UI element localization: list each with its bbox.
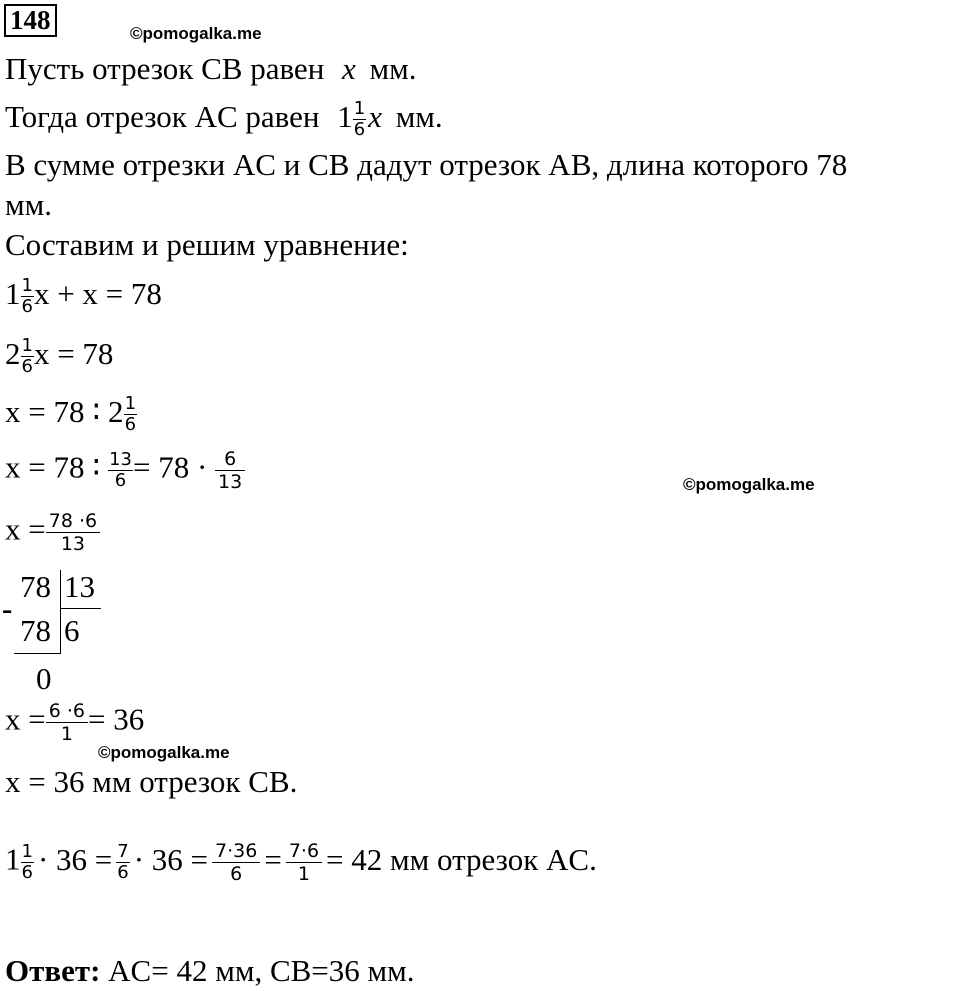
- numerator: 7: [117, 841, 129, 862]
- fraction: [21, 276, 34, 317]
- fraction-six-thirteenths: [215, 448, 245, 493]
- division-vertical-line: [60, 570, 61, 654]
- fraction-seven-sixths: [116, 842, 129, 883]
- line-2-text: Тогда отрезок AC равен: [5, 99, 320, 134]
- problem-number: 148: [4, 4, 57, 37]
- calc-part-3: =: [264, 841, 282, 877]
- long-division: [0, 568, 120, 698]
- denominator: 1: [297, 863, 310, 885]
- mixed-whole: 1: [5, 276, 21, 311]
- fraction: [124, 394, 137, 435]
- denominator: 13: [60, 533, 85, 555]
- line-segment-ac: [5, 98, 443, 140]
- fraction-product: [212, 840, 260, 885]
- equation-lhs: x = 78 ∶ 2: [5, 394, 124, 429]
- numerator: 7·6: [286, 840, 322, 863]
- equation-lhs: x =: [5, 511, 46, 547]
- line-segment-cb: [5, 50, 417, 88]
- answer-label: Ответ:: [5, 953, 101, 988]
- fraction-one-sixth: [353, 99, 366, 140]
- equation-2: [5, 336, 113, 377]
- variable-x: x: [342, 51, 356, 86]
- fraction: [21, 336, 34, 377]
- line-unit-continuation: мм.: [5, 187, 52, 222]
- fraction: [46, 700, 88, 745]
- watermark-bottom: ©pomogalka.me: [98, 743, 230, 762]
- equation-lhs: x =: [5, 701, 46, 737]
- final-calculation: [5, 840, 601, 885]
- equation-7: x = 36 мм отрезок CB.: [5, 764, 298, 799]
- answer-line: [5, 952, 415, 990]
- equation-lhs: x = 78 ∶: [5, 449, 101, 485]
- line-compose-equation: Составим и решим уравнение:: [5, 227, 409, 262]
- fraction-simplified: [286, 840, 322, 885]
- equation-rest: x + x = 78: [33, 276, 162, 311]
- calc-result: = 42 мм отрезок AC.: [326, 841, 597, 877]
- numerator: 6: [215, 448, 245, 471]
- denominator: 6: [114, 470, 127, 491]
- denominator: 6: [124, 414, 137, 436]
- denominator: 6: [353, 119, 366, 141]
- divisor-underline: [61, 608, 101, 609]
- line-1-text: Пусть отрезок CB равен: [5, 51, 325, 86]
- variable-x: x: [368, 99, 382, 134]
- fraction-thirteen-sixths: [108, 450, 133, 491]
- subtrahend: 78: [20, 613, 51, 648]
- equation-4: [5, 448, 245, 493]
- equation-3: [5, 394, 137, 435]
- quotient: 6: [64, 613, 80, 648]
- numerator: 13: [109, 449, 132, 470]
- subtraction-underline: [14, 653, 61, 654]
- remainder: 0: [36, 661, 52, 696]
- numerator: 1: [21, 841, 33, 862]
- minus-sign: -: [2, 591, 13, 626]
- equation-6: [5, 700, 144, 745]
- numerator: 1: [21, 275, 33, 297]
- numerator: 1: [124, 393, 137, 415]
- denominator: 6: [21, 862, 33, 883]
- answer-text: AC= 42 мм, CB=36 мм.: [108, 953, 415, 988]
- equation-middle: = 78 ·: [132, 449, 208, 485]
- dividend: 78: [20, 569, 51, 604]
- numerator: 1: [353, 98, 366, 120]
- divisor: 13: [64, 569, 95, 604]
- equation-rest: x = 78: [33, 336, 114, 371]
- denominator: 6: [21, 356, 33, 378]
- calc-part-1: · 36 =: [37, 841, 113, 877]
- mixed-whole: 1: [5, 841, 21, 877]
- numerator: 6 ·6: [46, 700, 88, 723]
- line-1-unit: мм.: [369, 51, 417, 86]
- denominator: 6: [117, 862, 129, 883]
- equation-5: [5, 510, 100, 555]
- line-sum-statement: В сумме отрезки AC и CB дадут отрезок AB, длина которого 78: [5, 147, 848, 182]
- equation-result: = 36: [88, 701, 145, 737]
- fraction-one-sixth: [21, 842, 34, 883]
- numerator: 78 ·6: [46, 510, 100, 533]
- watermark-middle: ©pomogalka.me: [683, 475, 815, 494]
- denominator: 6: [21, 296, 33, 318]
- denominator: 13: [218, 471, 243, 493]
- calc-part-2: · 36 =: [133, 841, 209, 877]
- numerator: 1: [21, 335, 33, 357]
- numerator: 7·36: [212, 840, 260, 863]
- mixed-whole: 1: [337, 99, 353, 134]
- denominator: 6: [230, 863, 243, 885]
- mixed-whole: 2: [5, 336, 21, 371]
- fraction: [46, 510, 100, 555]
- watermark-top: ©pomogalka.me: [130, 24, 262, 43]
- line-2-unit: мм.: [395, 99, 443, 134]
- equation-1: [5, 276, 162, 317]
- denominator: 1: [60, 723, 73, 745]
